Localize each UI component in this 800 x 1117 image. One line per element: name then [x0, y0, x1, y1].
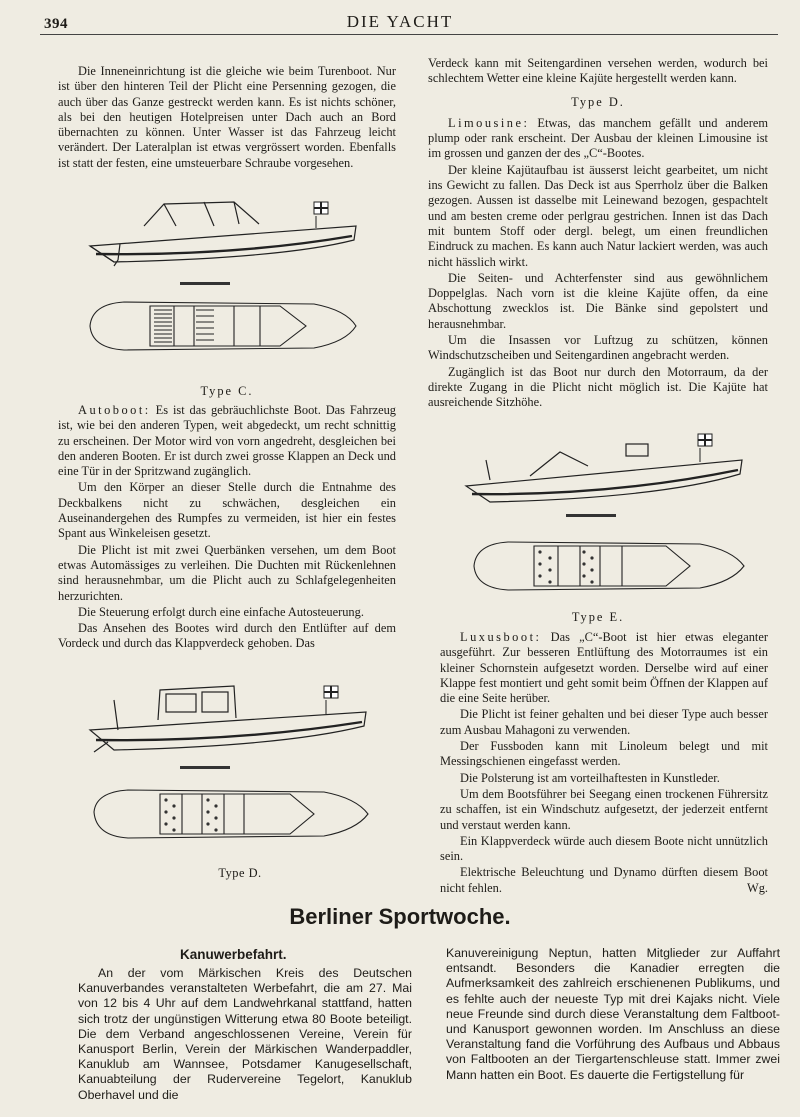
right-paragraph-3: Die Seiten- und Achterfenster sind aus gewöhnlichem Doppelglas. Nach vorn ist die kleine Kajüte offen, da eine Abschottung zwecklos ist. Die Bänke sind gepolstert und herausnehmbar.	[428, 270, 768, 331]
right-paragraph-5: Zugänglich ist das Boot nur durch den Motorraum, da der direkte Zugang in die Plicht nicht möglich ist. Die Kajüte hat ausreichende Sitzhöhe.	[428, 364, 768, 410]
right-paragraph-7: Der Fussboden kann mit Linoleum belegt und mit Messingschienen eingefasst werden.	[440, 739, 768, 769]
left-intro-text	[58, 64, 396, 172]
autoboot-term: Autoboot:	[78, 403, 151, 417]
page-number: 394	[44, 16, 68, 32]
autoboot-text: Es ist das gebräuchlichste Boot. Das Fahrzeug ist, wie bei den anderen Typen, weit abgedeckt, um recht schnittig zu erscheinen. Der Motor wird von vorn angedreht, desgleichen bei den anderen Booten. Er ist durch zwei grosse Klappen an Deck und eine Tür in der Spritzwand zugänglich.	[58, 403, 396, 479]
heading-type-d: Type D.	[571, 94, 625, 109]
limousine-text: Etwas, das manchem gefällt und anderem plump oder rank erscheint. Der Ausbau der kleinen Limousine ist im grossen und ganzen der des „C“-Bootes.	[428, 115, 768, 161]
right-body-text	[428, 56, 768, 412]
autoboot-paragraph	[58, 403, 396, 479]
limousine-paragraph	[428, 116, 768, 162]
type-e-scale-bar	[566, 514, 616, 517]
left-body-text	[58, 403, 396, 653]
right-paragraph-11-text: Elektrische Beleuchtung und Dynamo dürften diesem Boot nicht fehlen.	[440, 865, 768, 895]
type-e-drawings	[460, 430, 750, 606]
right-paragraph-9: Um dem Bootsführer bei Seegang einen trockenen Führersitz zu schaffen, ist ein Windschutz aufgesetzt, der jederzeit entfernt und verstaut werden kann.	[440, 786, 768, 832]
right-paragraph-6: Die Plicht ist feiner gehalten und bei dieser Type auch besser zum Ausbau Mahagoni zu verwenden.	[440, 707, 768, 737]
right-paragraph-2: Der kleine Kajütaufbau ist äusserst leicht gearbeitet, um nicht ins Gewicht zu fallen. Das Deck ist aus Sperrholz über die Balken gezogen. Aussen ist dasselbe mit Leinewand bezogen, gespachtelt und am besten creme oder perlgrau gestrichen. Innen ist das Dach mit buntem Stoff oder dergl. belegt, um einen freundlichen Eindruck zu machen. Es kann auch Natur lackiert werden, was auch nicht hässlich wirkt.	[428, 162, 768, 269]
header-rule	[40, 34, 778, 35]
right-paragraph-4: Um die Insassen vor Luftzug zu schützen, können Windschutzscheiben und Seitengardinen angebracht werden.	[428, 333, 768, 363]
type-e-plan-view	[474, 542, 744, 590]
left-paragraph-3: Die Plicht ist mit zwei Querbänken versehen, um dem Boot etwas Automässiges zu verleihen. Die Duchten mit Rückenlehnen sind herausnehmbar, um die Plicht auch zu Schlafgelegenheiten herzurichten.	[58, 542, 396, 603]
article-title: Berliner Sportwoche.	[289, 904, 511, 929]
right-paragraph-8: Die Polsterung ist am vorteilhaftesten in Kunstleder.	[460, 770, 720, 785]
type-c-drawings	[84, 196, 374, 376]
left-intro-paragraph: Die Inneneinrichtung ist die gleiche wie beim Turenboot. Nur ist über den hinteren Teil der Plicht eine Persenning gezogen, die auch über das Ganze gestreckt werden kann. Es ist nichts schöner, als bei den heutigen Hotelpreisen unter Dach auch an Bord übernachten zu können. Unter Wasser ist das Fahrzeug leicht verändert. Der Lateralplan ist etwas vergrössert worden. Ebenfalls ist statt der festen, eine umsteuerbare Schraube vorgesehen.	[58, 64, 396, 170]
magazine-title: DIE YACHT	[346, 12, 454, 31]
type-c-plan-view	[90, 302, 356, 350]
left-paragraph-5: Das Ansehen des Bootes wird durch den Entlüfter auf dem Vordeck und durch das Klappverdeck gehoben. Das	[58, 621, 396, 651]
type-e-side-view	[466, 444, 742, 502]
author-signature: Wg.	[747, 880, 768, 895]
caption-type-d-figure: Type D.	[218, 866, 262, 880]
right-lower-text	[440, 630, 768, 897]
article-subtitle: Kanuwerbefahrt.	[180, 947, 287, 962]
right-paragraph-10: Ein Klappverdeck würde auch diesem Boote nicht unnützlich sein.	[440, 833, 768, 864]
article-left-column	[78, 966, 412, 1103]
type-d-scale-bar	[180, 766, 230, 769]
left-paragraph-4: Die Steuerung erfolgt durch eine einfache Autosteuerung.	[78, 604, 364, 619]
type-c-scale-bar	[180, 282, 230, 285]
luxus-term: Luxusboot:	[460, 630, 542, 644]
caption-type-c: Type C.	[200, 384, 254, 398]
luxus-paragraph	[440, 630, 768, 706]
type-d-plan-view	[94, 790, 368, 838]
left-paragraph-2: Um den Körper an dieser Stelle durch die Entnahme des Deckbalkens nicht zu schwächen, desgleichen ein Auseinandergehen des Rumpfes zu vermeiden, ist hier ein festes Spant aus Winkeleisen gesetzt.	[58, 480, 396, 541]
luxus-text: Das „C“-Boot ist hier etwas eleganter ausgeführt. Zur besseren Entlüftung des Motorraumes ist ein kleiner Schornstein aufgesetzt worden. Derselbe wird auf einer Klappe fest montiert und geht somit beim Öffnen der Klappen auf die eine Seite herüber.	[440, 630, 768, 706]
limousine-term: Limousine:	[448, 115, 530, 130]
right-paragraph-11	[440, 865, 768, 896]
article-right-paragraph: Kanuvereinigung Neptun, hatten Mitglieder zur Auffahrt entsandt. Besonders die Kanadier erregten die Aufmerksamkeit des zahlreich erschienenen Publikums, und es fehlte auch der neueste Typ mit drei Kajaks nicht. Viele neue Freunde sind durch diese Veranstaltung dem Faltboot- und Kanusport gewonnen worden. Im Anschluss an diese Veranstaltung fand die Vorführung des Aufbaus und Abbaus von Faltbooten an der Tiergartenschleuse statt. Immer zwei Mann hatten ein Boot. Es dauerte die Fertigstellung für	[446, 946, 780, 1082]
type-d-drawings	[84, 680, 374, 860]
article-left-paragraph: An der vom Märkischen Kreis des Deutschen Kanuverbandes veranstalteten Werbefahrt, die am 27. Mai von 12 bis 4 Uhr auf dem Landwehrkanal stattfand, hatten sich trotz der ungünstigen Witterung etwa 80 Boote beteiligt. Die dem Verband angeschlossenen Vereine, Verein für Kanusport Berlin, Verein der Märkischen Wanderpaddler, Kanuklub am Wannsee, Potsdamer Kanugesellschaft, Kanuabteilung der Rudervereine Tegelort, Kanuklub Oberhavel und die	[78, 966, 412, 1102]
caption-type-e: Type E.	[571, 610, 625, 624]
right-continuation: Verdeck kann mit Seitengardinen versehen werden, wodurch bei schlechtem Wetter eine kleine Kajüte hergestellt werden kann.	[428, 56, 768, 86]
article-right-column	[446, 946, 780, 1083]
